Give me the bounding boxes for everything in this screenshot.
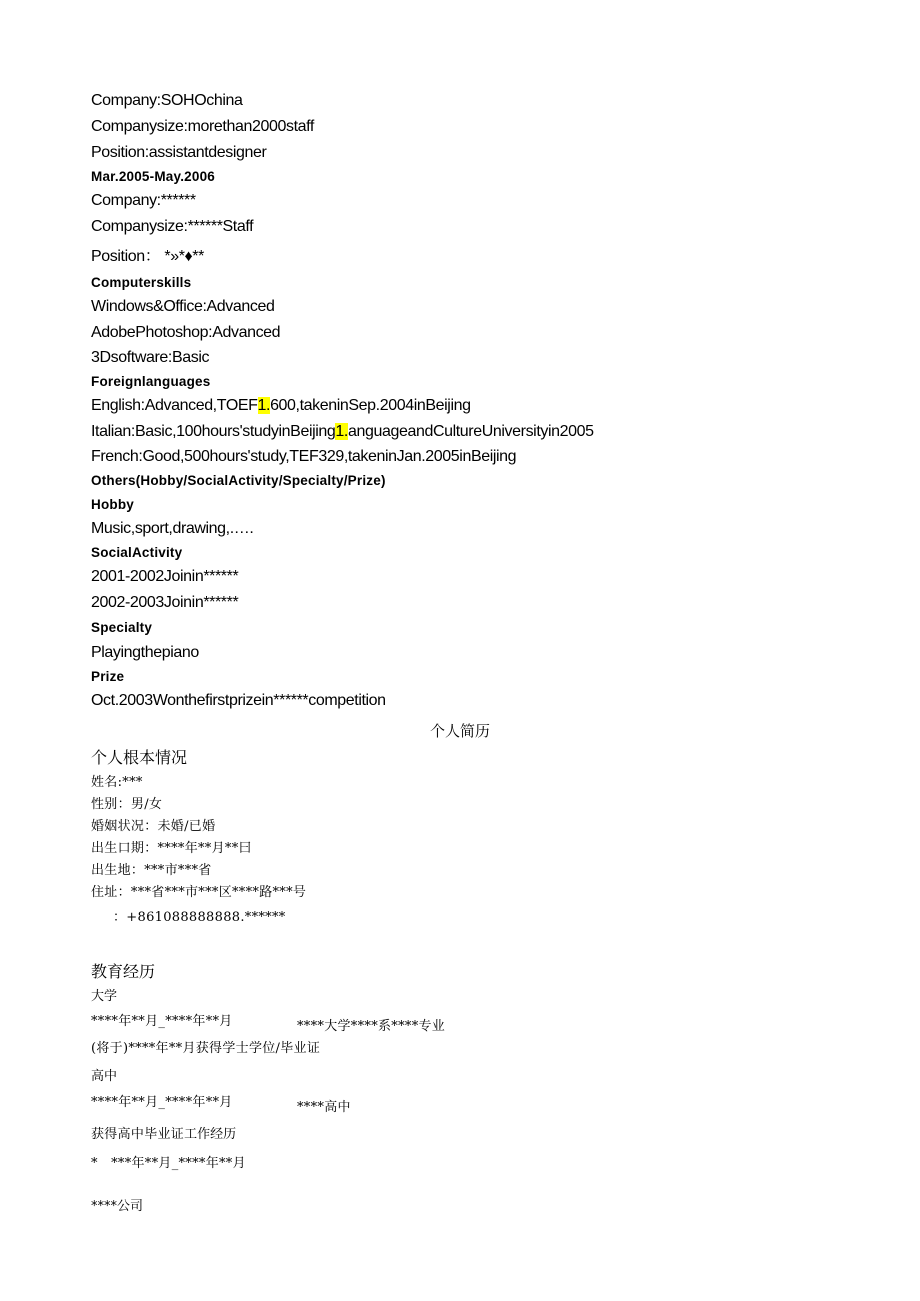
- italian-line: [91, 424, 594, 440]
- company-size-line-2: Companysize:******Staff: [91, 218, 254, 235]
- computer-skills-heading: Computerskills: [91, 275, 192, 290]
- highschool-cert-line: [91, 1126, 236, 1142]
- others-heading: Others(Hobby/SocialActivity/Specialty/Prize): [91, 473, 386, 488]
- birth-date-line: 出生口期：****年**月**曰: [91, 841, 252, 856]
- work-experience-heading: 工作经历: [184, 1127, 237, 1142]
- position-line: Position:assistantdesigner: [91, 144, 267, 161]
- highschool-school: ****高中: [297, 1100, 351, 1115]
- skill-item: 3Dsoftware:Basic: [91, 349, 210, 366]
- italian-text-b: anguageandCultureUniversityin2005: [347, 423, 594, 440]
- education-heading: 教育经历: [91, 962, 156, 981]
- period-heading: Mar.2005-May.2006: [91, 169, 215, 184]
- skill-item: Windows&Office:Advanced: [91, 298, 275, 315]
- highschool-period: ****年**月_****年**月: [91, 1095, 233, 1110]
- highschool-cert: 获得高中毕业证: [91, 1127, 185, 1142]
- university-school: ****大学****系****专业: [297, 1019, 446, 1034]
- company-line-2: Company:******: [91, 192, 196, 209]
- english-line: [91, 398, 471, 414]
- specialty-heading: Specialty: [91, 620, 153, 635]
- position-line-2: Position： *»*♦**: [91, 248, 204, 265]
- basic-info-heading: 个人根本情况: [91, 748, 188, 767]
- university-period: ****年**月_****年**月: [91, 1014, 233, 1029]
- prize-line: Oct.2003Wonthefirstprizein******competition: [91, 692, 386, 709]
- name-line: 姓名:***: [91, 775, 143, 790]
- highlight-mark: 1.: [257, 397, 271, 414]
- social-activity-item: 2002-2003Joinin******: [91, 594, 239, 611]
- hobby-heading: Hobby: [91, 497, 134, 512]
- english-text-b: 600,takeninSep.2004inBeijing: [270, 397, 471, 414]
- italian-text-a: Italian:Basic,100hours'studyinBeijing: [91, 423, 336, 440]
- work-period: * ***年**月_****年**月: [91, 1156, 246, 1171]
- english-text-a: English:Advanced,TOEF: [91, 397, 258, 414]
- gender-line: 性别：男/女: [91, 797, 163, 812]
- prize-heading: Prize: [91, 669, 125, 684]
- skill-item: AdobePhotoshop:Advanced: [91, 324, 281, 341]
- company-size-line: Companysize:morethan2000staff: [91, 118, 314, 135]
- marital-line: 婚姻状况：未婚/已婚: [91, 819, 216, 834]
- university-heading: 大学: [91, 989, 118, 1004]
- foreign-languages-heading: Foreignlanguages: [91, 374, 211, 389]
- french-line: French:Good,500hours'study,TEF329,takeninJan.2005inBeijing: [91, 448, 517, 465]
- highlight-mark: 1.: [335, 423, 348, 440]
- hobby-line: Music,sport,drawing,.….: [91, 520, 254, 537]
- social-activity-item: 2001-2002Joinin******: [91, 568, 239, 585]
- address-line: 住址：***省***市***区****路***号: [91, 885, 307, 900]
- highschool-heading: 高中: [91, 1069, 118, 1084]
- university-degree: (将于)****年**月获得学士学位/毕业证: [91, 1041, 321, 1056]
- birthplace-line: 出生地：***市***省: [91, 863, 212, 878]
- work-company: ****公司: [91, 1199, 144, 1214]
- phone-line: ：+861088888888.******: [113, 910, 286, 925]
- company-line: Company:SOHOchina: [91, 92, 243, 109]
- social-activity-heading: SocialActivity: [91, 545, 183, 560]
- resume-title: 个人简历: [429, 722, 490, 740]
- specialty-line: Playingthepiano: [91, 644, 199, 661]
